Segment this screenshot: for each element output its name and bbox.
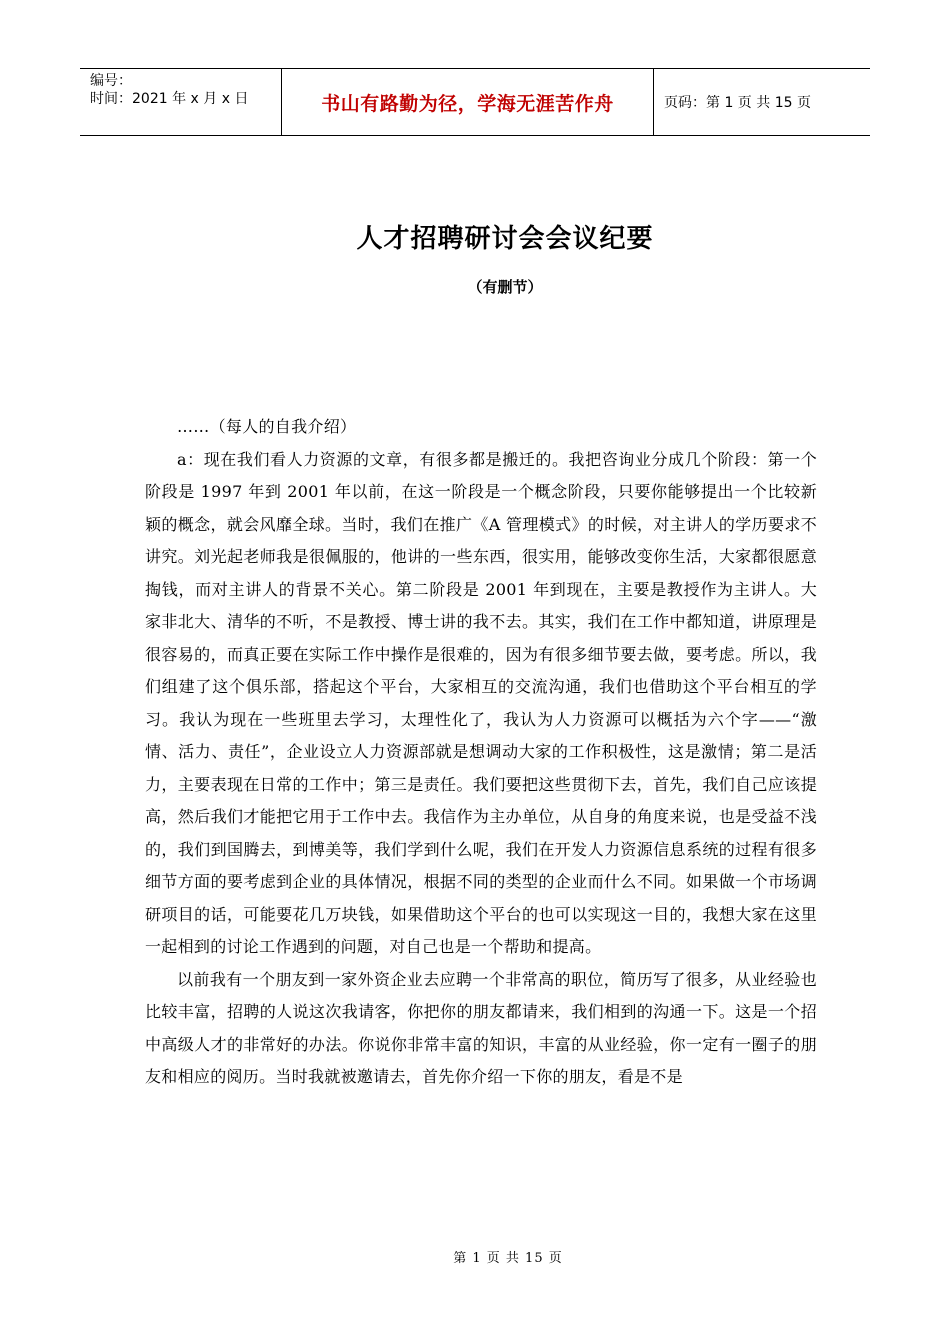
document-body [145,411,817,1094]
paragraph: 以前我有一个朋友到一家外资企业去应聘一个非常高的职位，简历写了很多，从业经验也比较丰富，招聘的人说这次我请客，你把你的朋友都请来，我们相到的沟通一下。这是一个招中高级人才的非常好的办法。你说你非常丰富的知识，丰富的从业经验，你一定有一圈子的朋友和相应的阅历。当时我就被邀请去，首先你介绍一下你的朋友，看是不是 [145,969,817,1086]
document-number-label: 编号： [90,73,132,89]
paragraph: ……（每人的自我介绍） [177,417,357,436]
page-footer: 第 1 页 共 15 页 [453,1251,563,1266]
page-header [80,68,870,136]
document-date-label: 时间：2021 年 x 月 x 日 [90,91,249,107]
document-subtitle: （有删节） [467,278,543,296]
paragraph: a：现在我们看人力资源的文章，有很多都是搬迁的。我把咨询业分成几个阶段：第一个阶段是 1997 年到 2001 年以前，在这一阶段是一个概念阶段，只要你能够提出一个比较新颖的概念，就会风靡全球。当时，我们在推广《A 管理模式》的时候，对主讲人的学历要求不讲究。刘光起老师我是很佩服的，他讲的一些东西，很实用，能够改变你生活，大家都很愿意掏钱，而对主讲人的背景不关心。第二阶段是 2001 年到现在，主要是教授作为主讲人。大家非北大、清华的不听，不是教授、博士讲的我不去。其实，我们在工作中都知道，讲原理是很容易的，而真正要在实际工作中操作是很难的，因为有很多细节要去做，要考虑。所以，我们组建了这个俱乐部，搭起这个平台，大家相互的交流沟通，我们也借助这个平台相互的学习。我认为现在一些班里去学习，太理性化了，我认为人力资源可以概括为六个字——“激情、活力、责任”，企业设立人力资源部就是想调动大家的工作积极性，这是激情；第二是活力，主要表现在日常的工作中；第三是责任。我们要把这些贯彻下去，首先，我们自己应该提高，然后我们才能把它用于工作中去。我信作为主办单位，从自身的角度来说，也是受益不浅的，我们到国腾去，到博美等，我们学到什么呢，我们在开发人力资源信息系统的过程有很多细节方面的要考虑到企业的具体情况，根据不同的类型的企业而什么不同。如果做一个市场调研项目的话，可能要花几万块钱，如果借助这个平台的也可以实现这一目的，我想大家在这里一起相到的讨论工作遇到的问题，对自己也是一个帮助和提高。 [145,449,817,956]
document-title: 人才招聘研讨会会议纪要 [356,224,654,254]
header-meta-cell [80,69,282,135]
header-page-info: 页码：第 1 页 共 15 页 [664,95,811,111]
header-motto: 书山有路勤为径，学海无涯苦作舟 [282,69,654,135]
